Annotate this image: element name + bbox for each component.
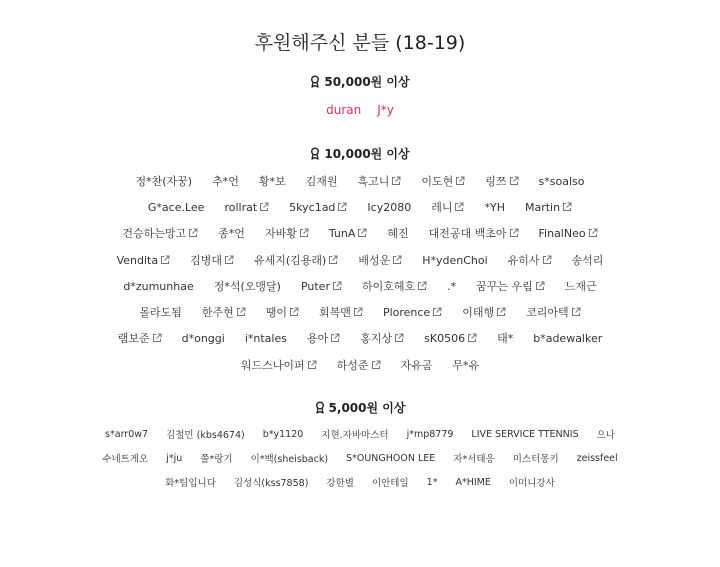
- supporter-label: 쭐*랑기: [200, 454, 233, 465]
- external-link-icon: [224, 255, 234, 265]
- external-link-icon: [394, 333, 404, 343]
- supporter-label: 화*팀입니다: [165, 478, 216, 489]
- supporter-name: [139, 304, 182, 320]
- external-link-icon: [160, 255, 170, 265]
- supporter-label: d*zumunhae: [123, 279, 194, 293]
- supporter-name: [259, 173, 286, 189]
- tier-5000-row: [0, 427, 720, 441]
- supporter-label: 이도현: [421, 175, 454, 188]
- tier-50000-heading: [0, 74, 720, 90]
- supporter-link[interactable]: [424, 332, 477, 345]
- tier-label: 50,000원 이상: [324, 75, 410, 89]
- supporter-label: 송석리: [571, 254, 604, 267]
- supporter-link[interactable]: [266, 304, 299, 320]
- supporter-name: [597, 427, 615, 441]
- supporter-label: d*onggi: [181, 331, 225, 345]
- supporter-link[interactable]: [429, 225, 519, 241]
- supporter-label: 무*유: [452, 359, 480, 372]
- supporter-name: [105, 429, 148, 440]
- supporter-name: [346, 453, 435, 464]
- supporter-link[interactable]: [202, 304, 246, 320]
- tier-10000-row: [0, 330, 720, 346]
- external-link-icon: [467, 333, 477, 343]
- supporter-label: H*ydenChoi: [422, 253, 488, 267]
- external-link-icon: [455, 176, 465, 186]
- tier-10000-row: [0, 199, 720, 215]
- supporter-label: Icy2080: [367, 200, 412, 214]
- supporter-label: *YH: [484, 200, 505, 214]
- supporter-link[interactable]: [301, 280, 342, 293]
- supporter-name: [577, 453, 618, 464]
- supporter-label: 홍지상: [360, 332, 393, 345]
- supporter-name: [452, 357, 479, 373]
- supporter-label: .*: [447, 279, 457, 293]
- supporter-link[interactable]: [431, 199, 464, 215]
- supporter-label: LIVE SERVICE TTENNIS: [471, 428, 579, 440]
- external-link-icon: [299, 228, 309, 238]
- supporter-label: 태*: [497, 332, 514, 345]
- supporter-name: [251, 451, 329, 465]
- supporter-name: [214, 278, 281, 294]
- external-link-icon: [188, 228, 198, 238]
- external-link-icon: [417, 281, 427, 291]
- supporter-label: 하이호헤호: [361, 280, 416, 293]
- supporter-label: 회복맨: [319, 306, 351, 319]
- supporter-label: 유히사: [507, 254, 540, 267]
- supporter-link[interactable]: [122, 225, 198, 241]
- supporter-link[interactable]: [476, 278, 545, 294]
- supporter-name: [572, 252, 604, 268]
- supporter-label: Plorence: [382, 305, 431, 319]
- supporter-label: Puter: [300, 279, 330, 293]
- supporter-label: 지현.자바마스터: [321, 430, 389, 441]
- supporter-label: 하성준: [336, 359, 369, 372]
- supporter-name: [497, 330, 513, 346]
- supporter-label: 램보준: [117, 332, 150, 345]
- supporter-name: [263, 429, 304, 440]
- supporter-link[interactable]: [118, 330, 162, 346]
- supporter-link[interactable]: [241, 357, 317, 373]
- tier-10000-row: [0, 304, 720, 320]
- supporter-name: [218, 225, 245, 241]
- external-link-icon: [535, 281, 545, 291]
- supporter-name: [447, 280, 456, 293]
- supporter-label: 자유곰: [400, 359, 433, 372]
- external-link-icon: [562, 202, 572, 212]
- supporter-link[interactable]: [329, 227, 368, 240]
- supporter-label: 혜진: [387, 227, 409, 240]
- supporter-label: b*y1120: [262, 428, 304, 440]
- tier-10000-row: [0, 357, 720, 373]
- tier-5000-row: [0, 451, 720, 465]
- external-link-icon: [289, 307, 299, 317]
- supporter-name: [367, 201, 411, 214]
- supporter-label: j*mp8779: [406, 428, 454, 440]
- supporter-label: s*arr0w7: [105, 428, 149, 440]
- supporter-link[interactable]: [117, 254, 171, 267]
- supporter-label: 이태행: [462, 306, 495, 319]
- external-link-icon: [542, 255, 552, 265]
- supporter-name: [455, 477, 490, 488]
- supporter-label: 5kyc1ad: [289, 200, 336, 214]
- external-link-icon: [509, 176, 519, 186]
- external-link-icon: [571, 307, 581, 317]
- supporter-label: Vendita: [116, 253, 159, 267]
- supporter-link[interactable]: [526, 304, 581, 320]
- medal-icon: [315, 401, 325, 414]
- supporter-label: 김철민 (kbs4674): [166, 430, 245, 441]
- supporter-label: 대전공대 백초아: [428, 227, 507, 240]
- supporter-link[interactable]: [358, 252, 402, 268]
- supporter-label: 몰라도됨: [139, 306, 182, 319]
- supporter-name: [484, 201, 505, 214]
- supporter-name: [407, 429, 454, 440]
- supporter-label: b*adewalker: [533, 331, 603, 345]
- supporter-name: [401, 357, 433, 373]
- supporter-label: A*HIME: [455, 476, 491, 488]
- supporter-label: 꿈꾸는 우림: [476, 280, 533, 293]
- supporter-name: [427, 477, 438, 488]
- tier-label: 10,000원 이상: [324, 147, 410, 161]
- supporter-name: [321, 427, 388, 441]
- external-link-icon: [236, 307, 246, 317]
- supporter-link[interactable]: [508, 252, 552, 268]
- supporter-name: [148, 201, 205, 214]
- supporter-label: 1*: [426, 476, 438, 488]
- supporter-label: 이미니강사: [508, 478, 555, 489]
- supporter-name: [509, 475, 555, 489]
- supporter-name: [377, 103, 394, 117]
- supporter-name: [182, 332, 225, 345]
- external-link-icon: [391, 176, 401, 186]
- supporter-name: [453, 451, 494, 465]
- page-title: 후원해주신 분들 (18-19): [254, 32, 466, 54]
- external-link-icon: [432, 307, 442, 317]
- supporter-name: [422, 254, 487, 267]
- supporter-label: 정*석(오맹달): [213, 280, 281, 293]
- supporter-label: s*soalso: [538, 174, 585, 188]
- tier-10000-row: [0, 278, 720, 294]
- supporter-label: 이*백(sheisback): [250, 454, 329, 465]
- supporter-label: J*y: [377, 103, 394, 117]
- supporter-label: 정*찬(자꿍): [135, 175, 193, 188]
- supporter-link[interactable]: [337, 357, 381, 373]
- supporter-label: S*OUNGHOON LEE: [346, 452, 436, 464]
- supporter-label: 흑고니: [357, 175, 390, 188]
- supporter-link[interactable]: [319, 304, 363, 320]
- supporter-name: [326, 103, 361, 117]
- supporter-label: 으나: [596, 430, 615, 441]
- medal-icon: [310, 75, 320, 88]
- supporter-name: [471, 429, 578, 440]
- supporter-label: 배성운: [358, 254, 391, 267]
- supporter-name: [533, 332, 602, 345]
- supporter-name: [234, 475, 309, 489]
- tier-10000-row: [0, 252, 720, 268]
- supporter-link[interactable]: [421, 173, 465, 189]
- supporter-name: [165, 475, 216, 489]
- supporter-name: [102, 451, 148, 465]
- supporter-label: 강한별: [326, 478, 354, 489]
- supporter-name: [166, 453, 182, 464]
- supporter-label: sK0506: [424, 331, 466, 345]
- supporter-name: [539, 175, 585, 188]
- supporter-name: [326, 475, 354, 489]
- supporter-label: 자바황: [264, 227, 297, 240]
- supporter-link[interactable]: [289, 201, 347, 214]
- supporter-link[interactable]: [462, 304, 506, 320]
- supporter-name: [200, 451, 232, 465]
- external-link-icon: [152, 333, 162, 343]
- supporter-label: 이안테일: [371, 478, 409, 489]
- supporter-link[interactable]: [358, 173, 402, 189]
- external-link-icon: [371, 360, 381, 370]
- supporter-name: [166, 427, 245, 441]
- supporter-name: [306, 173, 338, 189]
- external-link-icon: [328, 255, 338, 265]
- supporter-link[interactable]: [307, 330, 340, 346]
- supporter-name: [565, 278, 597, 294]
- supporter-name: [212, 173, 239, 189]
- supporter-link[interactable]: [485, 173, 518, 189]
- supporter-link[interactable]: [360, 330, 404, 346]
- supporter-link[interactable]: [539, 227, 598, 240]
- external-link-icon: [337, 202, 347, 212]
- external-link-icon: [353, 307, 363, 317]
- supporter-label: 황*보: [258, 175, 286, 188]
- supporter-label: 추*언: [212, 175, 239, 188]
- supporter-name: [245, 332, 287, 345]
- supporter-label: 김재원: [305, 175, 338, 188]
- supporter-link[interactable]: [383, 306, 442, 319]
- supporter-link[interactable]: [525, 201, 572, 214]
- supporter-label: 수네트게오: [102, 454, 149, 465]
- supporter-link[interactable]: [265, 225, 309, 241]
- supporter-label: Martin: [524, 200, 561, 214]
- medal-icon: [310, 147, 320, 160]
- supporter-link[interactable]: [254, 252, 338, 268]
- supporter-name: [372, 475, 409, 489]
- supporter-link[interactable]: [190, 252, 234, 268]
- tier-label: 5,000원 이상: [328, 401, 406, 415]
- supporter-label: 건승하는망고: [122, 227, 187, 240]
- supporter-label: duran: [326, 103, 362, 117]
- supporter-label: 김성식(kss7858): [233, 478, 309, 489]
- external-link-icon: [588, 228, 598, 238]
- supporter-label: 유세지(김용래): [253, 254, 327, 267]
- external-link-icon: [332, 281, 342, 291]
- supporter-label: 자*서태응: [453, 454, 495, 465]
- supporter-label: 김병대: [190, 254, 222, 267]
- external-link-icon: [392, 255, 402, 265]
- supporter-label: zeissfeel: [576, 452, 618, 464]
- supporter-label: FinalNeo: [538, 226, 586, 240]
- external-link-icon: [307, 360, 317, 370]
- supporter-label: 느재근: [564, 280, 597, 293]
- tier-10000-row: [0, 173, 720, 189]
- tier-5000-heading: [0, 400, 720, 416]
- supporter-name: [513, 451, 559, 465]
- external-link-icon: [357, 228, 367, 238]
- supporter-label: 한주현: [201, 306, 234, 319]
- supporter-label: 코리아텍: [526, 306, 569, 319]
- supporter-label: G*ace.Lee: [147, 200, 205, 214]
- supporter-label: 땡이: [265, 306, 288, 319]
- supporter-label: 용아: [306, 332, 329, 345]
- supporter-label: rollrat: [224, 200, 258, 214]
- supporter-label: i*ntales: [244, 331, 287, 345]
- supporter-label: 링쯔: [485, 175, 507, 188]
- external-link-icon: [330, 333, 340, 343]
- supporter-label: j*ju: [166, 452, 183, 464]
- supporter-name: [135, 173, 192, 189]
- supporter-link[interactable]: [362, 278, 427, 294]
- supporter-label: 미스터몽키: [512, 454, 559, 465]
- tier-5000-row: [0, 475, 720, 489]
- external-link-icon: [259, 202, 269, 212]
- supporter-label: 워드스나이퍼: [240, 359, 305, 372]
- supporter-name: [123, 280, 193, 293]
- external-link-icon: [496, 307, 506, 317]
- tier-10000-heading: [0, 146, 720, 162]
- tier-50000-row: [0, 102, 720, 118]
- supporter-link[interactable]: [224, 201, 269, 214]
- external-link-icon: [509, 228, 519, 238]
- tier-10000-row: [0, 225, 720, 241]
- supporter-label: 레니: [431, 201, 453, 214]
- supporter-label: TunA: [328, 226, 356, 240]
- supporter-name: [387, 225, 408, 241]
- external-link-icon: [454, 202, 464, 212]
- supporter-label: 종*언: [218, 227, 245, 240]
